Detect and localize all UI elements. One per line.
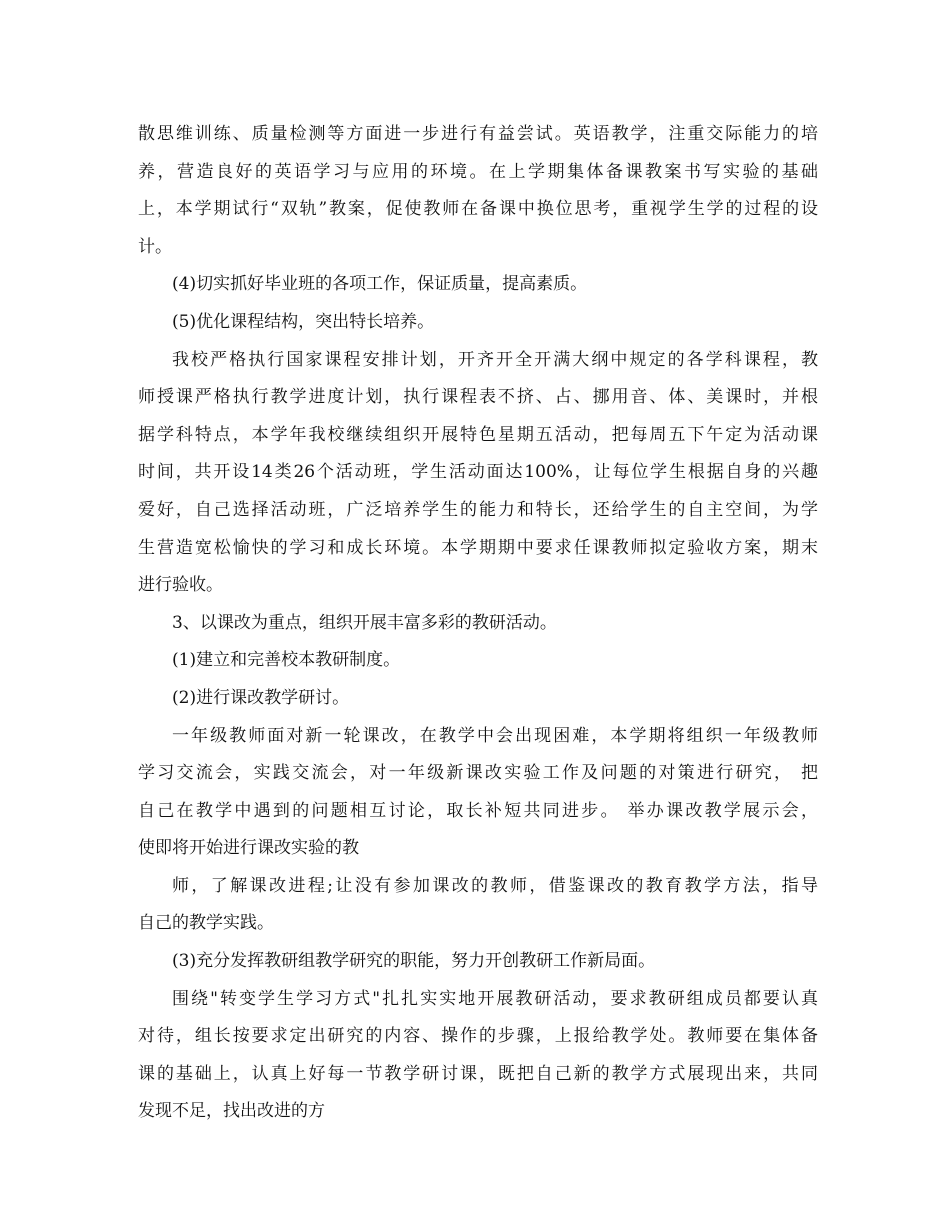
text-line: 自己的教学实践。 bbox=[138, 913, 274, 934]
text-line: (4)切实抓好毕业班的各项工作，保证质量，提高素质。 bbox=[172, 274, 588, 295]
text-line: 自己在教学中遇到的问题相互讨论，取长补短共同进步。 举办课改教学展示会， bbox=[138, 800, 818, 821]
document-body bbox=[138, 116, 818, 1131]
section-heading: 3、以课改为重点，组织开展丰富多彩的教研活动。 bbox=[172, 612, 557, 633]
text-line: (2)进行课改教学研讨。 bbox=[172, 687, 350, 708]
text-line: 我校严格执行国家课程安排计划，开齐开全开满大纲中规定的各学科课程，教 bbox=[172, 349, 818, 370]
text-line: 时间，共开设14类26个活动班，学生活动面达100%，让每位学生根据自身的兴趣 bbox=[138, 462, 818, 483]
text-line: 养，营造良好的英语学习与应用的环境。在上学期集体备课教案书写实验的基础 bbox=[138, 161, 818, 182]
text-line: 进行验收。 bbox=[138, 575, 223, 596]
text-line: 师授课严格执行教学进度计划，执行课程表不挤、占、挪用音、体、美课时，并根 bbox=[138, 387, 818, 408]
text-line: 使即将开始进行课改实验的教 bbox=[138, 838, 359, 859]
text-line: (5)优化课程结构，突出特长培养。 bbox=[172, 311, 435, 332]
text-line: (3)充分发挥教研组教学研究的职能，努力开创教研工作新局面。 bbox=[172, 951, 656, 972]
text-line: 对待，组长按要求定出研究的内容、操作的步骤，上报给教学处。教师要在集体备 bbox=[138, 1026, 818, 1047]
text-line: 据学科特点，本学年我校继续组织开展特色星期五活动，把每周五下午定为活动课 bbox=[138, 424, 818, 445]
text-line: 散思维训练、质量检测等方面进一步进行有益尝试。英语教学，注重交际能力的培 bbox=[138, 124, 818, 144]
text-line: 围绕"转变学生学习方式"扎扎实实地开展教研活动，要求教研组成员都要认真 bbox=[172, 988, 818, 1009]
text-line: 学习交流会，实践交流会，对一年级新课改实验工作及问题的对策进行研究， 把 bbox=[138, 763, 818, 784]
text-line: 爱好，自己选择活动班，广泛培养学生的能力和特长，还给学生的自主空间，为学 bbox=[138, 499, 818, 520]
text-line: 计。 bbox=[138, 236, 172, 257]
text-line: 生营造宽松愉快的学习和成长环境。本学期期中要求任课教师拟定验收方案，期末 bbox=[138, 537, 818, 558]
text-line: 师，了解课改进程;让没有参加课改的教师，借鉴课改的教育教学方法，指导 bbox=[172, 875, 818, 896]
text-line: 课的基础上，认真上好每一节教学研讨课，既把自己新的教学方式展现出来，共同 bbox=[138, 1063, 818, 1084]
text-line: 发现不足，找出改进的方 bbox=[138, 1101, 325, 1122]
text-line: 一年级教师面对新一轮课改，在教学中会出现困难，本学期将组织一年级教师 bbox=[172, 725, 818, 746]
text-line: 上，本学期试行“双轨”教案，促使教师在备课中换位思考，重视学生学的过程的设 bbox=[138, 199, 818, 220]
text-line: (1)建立和完善校本教研制度。 bbox=[172, 650, 401, 671]
